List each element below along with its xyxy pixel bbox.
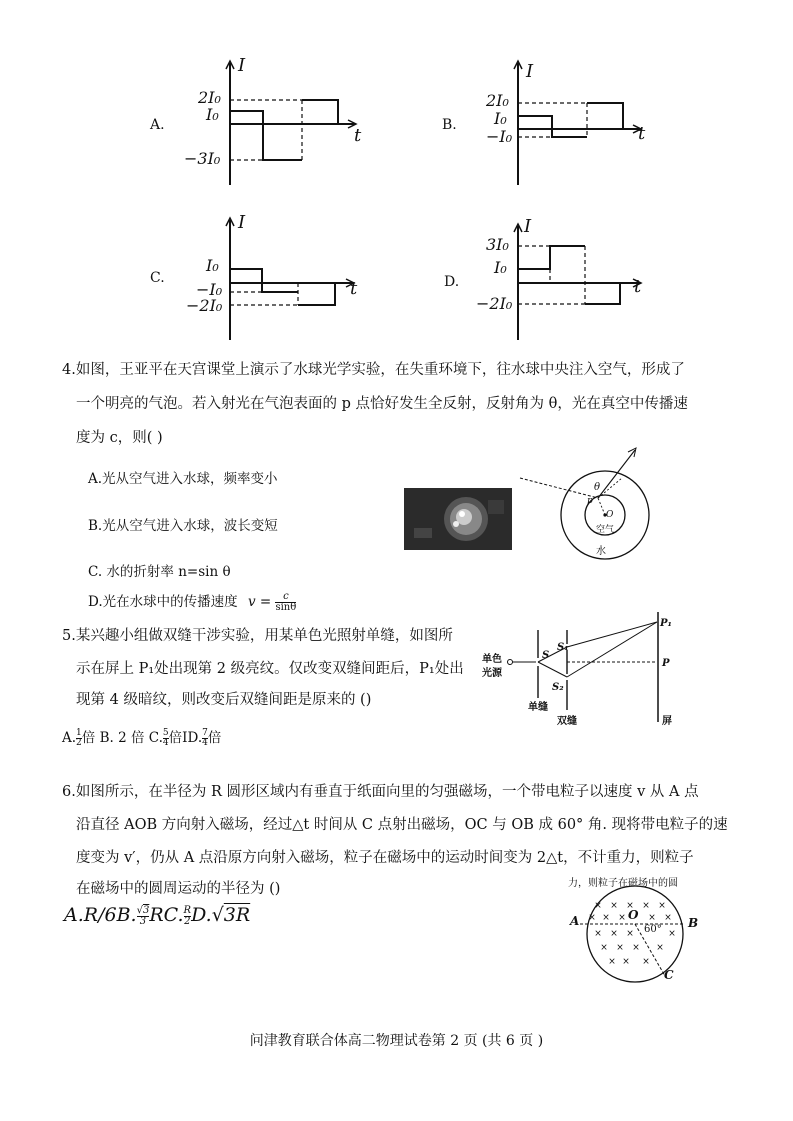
- double-slit-s2: S₂: [552, 682, 564, 693]
- graph-c-tick-2: −I₀: [196, 280, 223, 299]
- graph-c: [150, 212, 380, 347]
- svg-text:×: ×: [616, 943, 624, 953]
- graph-a-tick-3: −3I₀: [184, 149, 221, 168]
- q5-option-d-suffix: 倍: [207, 730, 222, 746]
- graph-b-tick-2: I₀: [494, 109, 507, 128]
- q4-option-b: B.光从空气进入水球，波长变短: [88, 518, 278, 534]
- graph-b-tick-3: −I₀: [486, 127, 513, 146]
- double-slit-double-label: 双缝: [557, 716, 577, 727]
- q5-line-1: 5.某兴趣小组做双缝干涉实验，用某单色光照射单缝，如图所: [62, 628, 453, 644]
- q5-line-2: 示在屏上 P₁处出现第 2 级亮纹。仅改变双缝间距后，P₁处出: [76, 661, 464, 677]
- svg-text:×: ×: [664, 913, 672, 923]
- q6-line-1: 6.如图所示，在半径为 R 圆形区域内有垂直于纸面向里的匀强磁场，一个带电粒子以速度 v 从 A 点: [62, 784, 699, 800]
- double-slit-single-label: 单缝: [528, 702, 548, 713]
- graph-d: [440, 212, 670, 347]
- q5-option-c-num: 5: [162, 728, 169, 738]
- q6-option-a: A.R/6: [64, 904, 117, 926]
- q6-options: [64, 904, 250, 927]
- q5-option-c-prefix: C.: [148, 730, 163, 746]
- q5-line-3: 现第 4 级暗纹，则改变后双缝间距是原来的 (): [76, 692, 372, 708]
- water-ball-theta: θ: [594, 482, 601, 493]
- double-slit-screen-label: 屏: [662, 716, 672, 727]
- graph-a: [150, 55, 380, 195]
- graph-d-label: D.: [444, 274, 460, 290]
- graph-d-tick-3: −2I₀: [476, 294, 513, 313]
- double-slit-p1: P₁: [660, 618, 672, 629]
- graph-c-axis-y: I: [238, 212, 246, 233]
- svg-text:×: ×: [632, 943, 640, 953]
- q5-option-a-suffix: 倍: [81, 730, 96, 746]
- magnetic-field-60: 60°: [644, 924, 662, 935]
- double-slit-art: [482, 612, 682, 727]
- water-ball-o: O: [606, 510, 614, 520]
- q5-option-sep: I: [182, 730, 188, 746]
- page-footer: 问津教育联合体高二物理试卷第 2 页 (共 6 页 ): [249, 1033, 544, 1049]
- svg-text:×: ×: [610, 901, 618, 911]
- q5-options: [62, 726, 221, 748]
- graph-a-tick-2: I₀: [206, 105, 219, 124]
- magnetic-field-diagram: [570, 884, 700, 984]
- svg-text:×: ×: [588, 913, 596, 923]
- q4-option-d-den: sinθ: [275, 602, 297, 613]
- q4-line-2: 一个明亮的气泡。若入射光在气泡表面的 p 点恰好发生全反射，反射角为 θ，光在真空中传播速: [76, 396, 688, 412]
- q4-line-3: 度为 c，则( ): [76, 430, 163, 446]
- graph-c-axis-x: t: [350, 278, 358, 299]
- graph-a-tick-1: 2I₀: [198, 88, 221, 107]
- magnetic-field-a: A: [570, 914, 580, 928]
- graph-c-plot: [150, 212, 380, 347]
- graph-d-tick-1: 3I₀: [486, 235, 509, 254]
- svg-text:×: ×: [626, 929, 634, 939]
- graph-d-axis-y: I: [524, 216, 532, 237]
- q6-option-c-prefix: C.: [163, 904, 184, 926]
- graph-d-axis-x: t: [634, 276, 642, 297]
- q6-option-b-den: 3: [139, 915, 147, 927]
- magnetic-field-o: O: [628, 908, 639, 922]
- q6-option-b-suffix: R: [149, 904, 164, 926]
- svg-text:×: ×: [602, 913, 610, 923]
- q4-option-c: C. 水的折射率 n=sin θ: [88, 564, 231, 580]
- svg-text:×: ×: [610, 929, 618, 939]
- q6-option-d-root: 3R: [223, 904, 251, 926]
- svg-text:×: ×: [600, 943, 608, 953]
- svg-text:×: ×: [668, 929, 676, 939]
- graph-b-tick-1: 2I₀: [486, 91, 509, 110]
- svg-text:×: ×: [594, 929, 602, 939]
- double-slit-p: P: [662, 658, 670, 669]
- svg-text:×: ×: [594, 901, 602, 911]
- double-slit-diagram: [482, 612, 682, 727]
- svg-text:×: ×: [618, 913, 626, 923]
- svg-text:×: ×: [622, 957, 630, 967]
- svg-text:×: ×: [642, 901, 650, 911]
- q5-option-d-prefix: D.: [187, 730, 203, 746]
- q6-line-2: 沿直径 AOB 方向射入磁场，经过△t 时间从 C 点射出磁场，OC 与 OB 成 60° 角. 现将带电粒子的速: [76, 817, 728, 833]
- magnetic-field-c: C: [664, 968, 674, 982]
- svg-text:×: ×: [626, 901, 634, 911]
- graph-a-axis-x: t: [354, 125, 362, 146]
- graph-b-label: B.: [442, 117, 457, 133]
- double-slit-source-1: 单色: [482, 654, 502, 665]
- water-ball-p: p: [587, 496, 593, 506]
- q5-option-c-den: 4: [162, 738, 169, 748]
- graph-d-tick-2: I₀: [494, 258, 507, 277]
- water-ball-photo: [404, 488, 512, 550]
- svg-text:×: ×: [608, 957, 616, 967]
- q6-line-4: 在磁场中的圆周运动的半径为 (): [76, 881, 281, 897]
- graph-b-axis-y: I: [526, 61, 534, 82]
- magnetic-field-caption: 力，则粒子在磁场中的圆: [568, 878, 678, 889]
- graph-b-axis-x: t: [638, 123, 646, 144]
- q6-option-b-root: 3: [142, 904, 150, 916]
- q4-option-d-prefix: D.光在水球中的传播速度: [88, 594, 238, 610]
- q5-option-d-den: 4: [202, 738, 208, 748]
- q4-option-d-v: v =: [247, 594, 272, 610]
- water-ball-air: 空气: [596, 525, 615, 535]
- svg-text:×: ×: [656, 943, 664, 953]
- q4-option-a: A.光从空气进入水球，频率变小: [88, 471, 278, 487]
- double-slit-s1: S₁: [557, 642, 569, 653]
- q6-option-b-frac: [137, 906, 150, 927]
- magnetic-field-b: B: [688, 916, 699, 930]
- q4-option-d-num: c: [275, 592, 296, 603]
- svg-text:×: ×: [642, 957, 650, 967]
- graph-c-label: C.: [150, 270, 165, 286]
- q5-option-a-den: 2: [76, 738, 82, 748]
- svg-text:×: ×: [648, 913, 656, 923]
- q6-option-d-radical: √3R: [211, 904, 251, 926]
- water-ball-photo-art: [404, 488, 512, 550]
- q4-option-d: [88, 590, 296, 613]
- double-slit-s: S: [542, 650, 550, 661]
- water-ball-diagram: [510, 442, 670, 562]
- q5-option-c-suffix: 倍: [168, 730, 183, 746]
- graph-a-label: A.: [150, 117, 165, 133]
- q6-option-c-frac: [184, 906, 192, 927]
- double-slit-source-2: 光源: [482, 668, 502, 679]
- graph-a-plot: [150, 55, 380, 195]
- graph-a-axis-y: I: [238, 55, 246, 76]
- graph-b: [440, 55, 670, 195]
- q5-option-b: B. 2 倍: [99, 730, 145, 746]
- q5-option-d-num: 7: [202, 728, 208, 738]
- q6-option-b-prefix: B.: [116, 904, 137, 926]
- q4-option-d-fraction: [275, 592, 296, 613]
- water-ball-water: 水: [596, 546, 606, 557]
- graph-b-plot: [440, 55, 670, 195]
- graph-c-tick-3: −2I₀: [186, 296, 223, 315]
- q5-option-a-num: 1: [76, 728, 82, 738]
- q6-option-d-prefix: D.: [191, 904, 212, 926]
- svg-text:×: ×: [658, 901, 666, 911]
- q4-line-1: 4.如图，王亚平在天宫课堂上演示了水球光学实验，在失重环境下，往水球中央注入空气，形成了: [62, 362, 685, 378]
- q6-option-c-den: 2: [184, 915, 191, 927]
- q5-option-a-prefix: A.: [62, 730, 77, 746]
- magnetic-field-art: [570, 884, 700, 984]
- q6-option-c-num: R: [183, 904, 192, 916]
- q6-option-b-num: √3: [136, 904, 150, 916]
- q6-line-3: 度变为 v′，仍从 A 点沿原方向射入磁场，粒子在磁场中的运动时间变为 2△t，不计重力，则粒子: [76, 850, 694, 866]
- graph-c-tick-1: I₀: [206, 256, 219, 275]
